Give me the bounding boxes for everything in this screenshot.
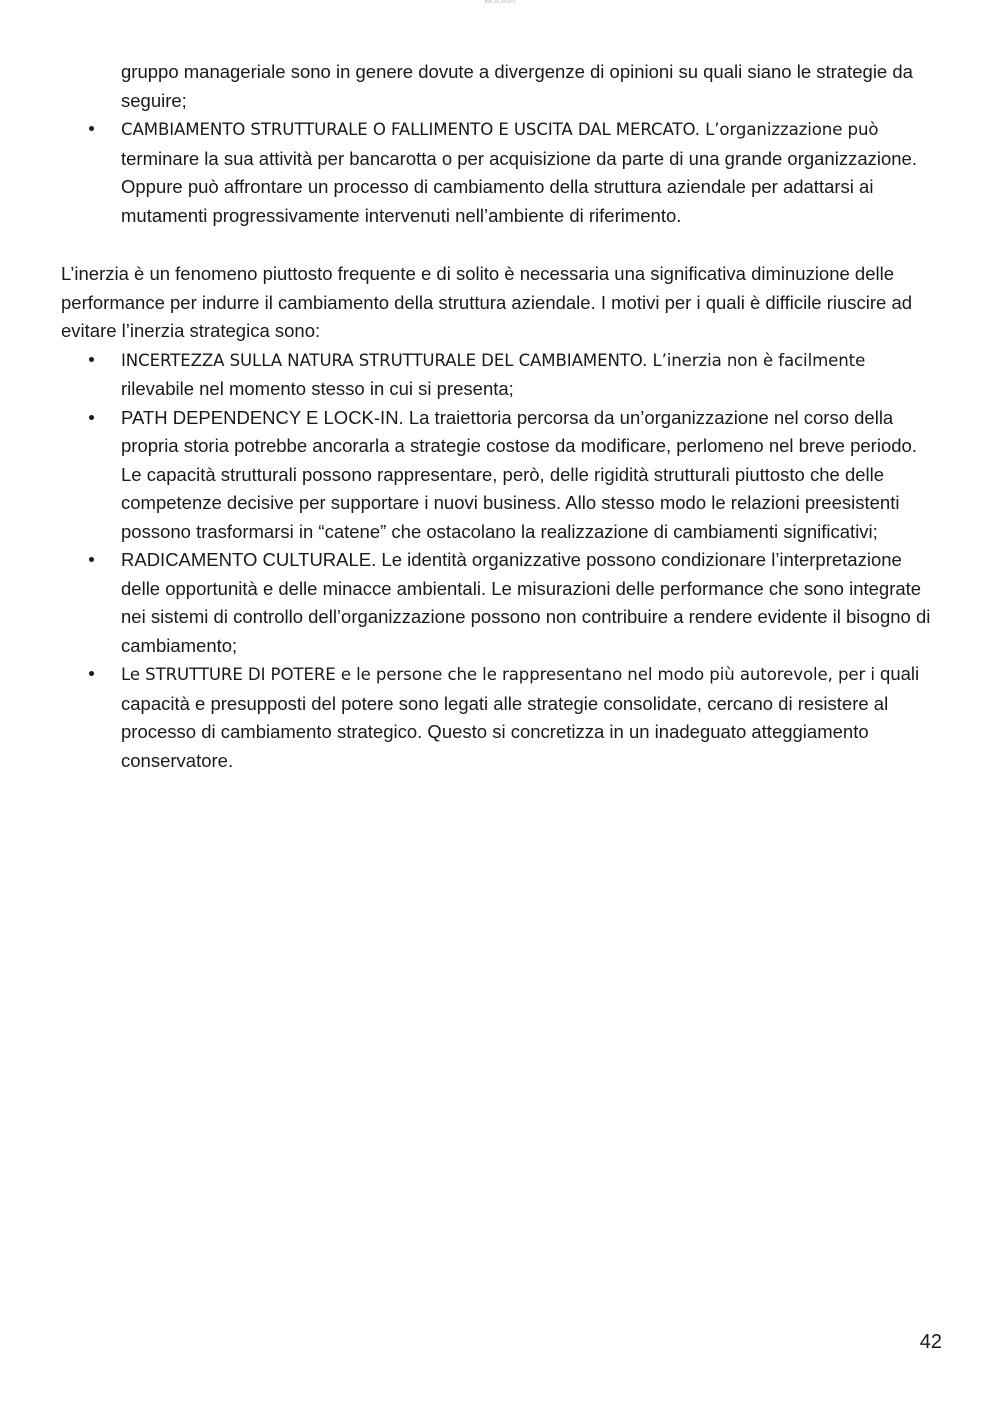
- continued-text: gruppo manageriale sono in genere dovute a divergenze di opinioni su quali siano le strategie da seguire;: [121, 61, 913, 111]
- list-item: [61, 546, 931, 660]
- list-item: [61, 346, 931, 404]
- list-item: [61, 404, 931, 547]
- item-heading: CAMBIAMENTO STRUTTURALE O FALLIMENTO E USCITA DAL MERCATO.: [121, 120, 700, 139]
- page-watermark: BACKDROPS: [484, 0, 516, 5]
- item-text: terminare la sua attività per bancarotta o per acquisizione da parte di una grande organizzazione. Oppure può affrontare un processo di cambiamento della struttura aziendale per adattarsi ai mutamenti progressivamente intervenuti nell’ambiente di riferimento.: [121, 147, 917, 226]
- bullet-list-inertia-causes: [61, 346, 941, 776]
- item-lead: L’inerzia non è facilmente: [647, 350, 866, 370]
- item-heading: PATH DEPENDENCY E LOCK-IN.: [121, 406, 404, 428]
- item-text: Le identità organizzative possono condizionare l’interpretazione delle opportunità e delle minacce ambientali. Le misurazioni delle performance che sono integrate nei sistemi di controllo dell’organizzazione possono non contribuire a rendere evidente il bisogno di cambiamento;: [121, 549, 931, 656]
- bullet-icon: [89, 415, 94, 420]
- page-number: 42: [919, 1331, 942, 1353]
- bullet-icon: [89, 126, 94, 131]
- list-item: [61, 660, 931, 775]
- body-paragraph: L’inerzia è un fenomeno piuttosto frequente e di solito è necessaria una significativa diminuzione delle performance per indurre il cambiamento della struttura aziendale. I motivi per i quali è difficile riuscire ad evitare l’inerzia strategica sono:: [61, 263, 913, 341]
- bullet-icon: [89, 557, 94, 562]
- item-text: rilevabile nel momento stesso in cui si presenta;: [121, 378, 514, 399]
- item-heading: INCERTEZZA SULLA NATURA STRUTTURALE DEL CAMBIAMENTO.: [121, 350, 648, 370]
- item-text: La traiettoria percorsa da un’organizzazione nel corso della propria storia potrebbe ancorarla a strategie costose da modificare, perlomeno nel breve periodo. Le capacità strutturali possono rappresentare, però, delle rigidità strutturali piuttosto che delle competenze decisive per supportare i nuovi business. Allo stesso modo le relazioni preesistenti possono trasformarsi in “catene” che ostacolano la realizzazione di cambiamenti significativi;: [121, 406, 917, 542]
- item-heading: RADICAMENTO CULTURALE.: [121, 549, 377, 570]
- item-lead: L’organizzazione può: [699, 120, 879, 139]
- bullet-icon: [89, 357, 94, 362]
- list-item: [61, 115, 931, 230]
- item-text: quali capacità e presupposti del potere sono legati alle strategie consolidate, cercano di resistere al processo di cambiamento strategico. Questo si concretizza in un inadeguato atteggiamento conservatore.: [121, 663, 920, 771]
- item-heading: Le STRUTTURE DI POTERE e le persone che le rappresentano nel modo più autorevole, per i: [121, 665, 875, 684]
- bullet-list-outcomes: [61, 115, 941, 230]
- bullet-icon: [89, 671, 94, 676]
- document-page: [61, 58, 941, 775]
